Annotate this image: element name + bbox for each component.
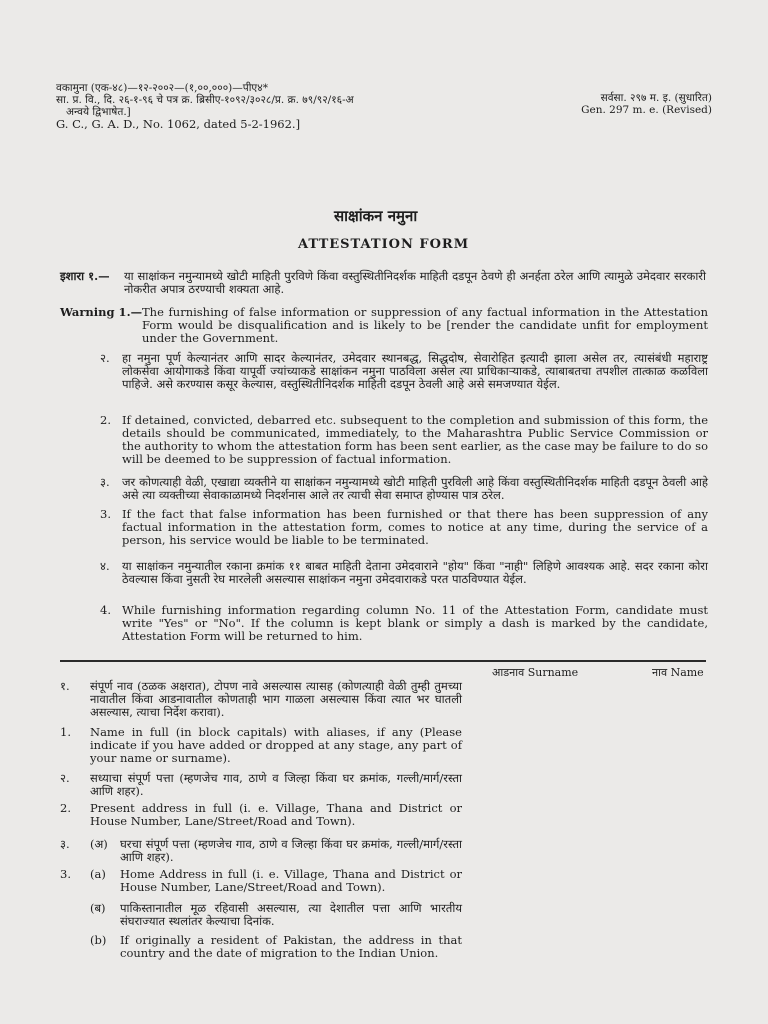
item-num: ३. bbox=[60, 837, 70, 851]
warning-text: While furnishing information regarding column No. 11 of the Attestation Form, candidate must write "Yes" or "No". If the column is kept blank or simply a dash is marked by the candidate, Attestation Form will be returned to him. bbox=[122, 603, 708, 643]
header-left-line1: वकामुना (एक-४८)—१२-२००२—(१,००,०००)—पीए४* bbox=[56, 82, 268, 94]
warning-text: If detained, convicted, debarred etc. subsequent to the completion and submission of this form, the details should be communicated, immediately, to the Maharashtra Public Service Commission or the authority to whom the attestation form has been sent earlier, as the case may be failure to do so will be deemed to be suppression of factual information. bbox=[122, 413, 708, 466]
header-left-line4: G. C., G. A. D., No. 1062, dated 5-2-1962.] bbox=[56, 117, 301, 131]
item-text: पाकिस्तानातील मूळ रहिवासी असल्यास, त्या देशातील पत्ता आणि भारतीय संघराज्यात स्थलांतर केल्याचा दिनांक. bbox=[120, 901, 462, 928]
item-text: Home Address in full (i. e. Village, Thana and District or House Number, Lane/Street/Road and Town). bbox=[120, 867, 462, 894]
item-sub: (ब) bbox=[90, 901, 106, 915]
warning-num: 3. bbox=[100, 507, 111, 521]
item-text: संपूर्ण नाव (ठळक अक्षरात), टोपण नावे असल्यास त्यासह (कोणत्याही वेळी तुम्ही तुमच्या नावातील किंवा आडनावातील कोणताही भाग गाळला असल्यास किंवा त्यात भर घातली असल्यास, त्याचा निर्देश करावा). bbox=[90, 679, 462, 719]
item-num: १. bbox=[60, 679, 70, 693]
header-left bbox=[56, 82, 476, 130]
warning-num: २. bbox=[100, 351, 110, 365]
warning-text: The furnishing of false information or suppression of any factual information in the Attestation Form would be disqualification and is likely to be [render the candidate unfit for employment under the Government. bbox=[142, 305, 708, 345]
warning-num: ३. bbox=[100, 475, 110, 489]
item-sub: (a) bbox=[90, 867, 106, 881]
header-right bbox=[520, 92, 712, 116]
item-text: घरचा संपूर्ण पत्ता (म्हणजेच गाव, ठाणे व जिल्हा किंवा घर क्रमांक, गल्ली/मार्ग/रस्ता आणि शहर). bbox=[120, 837, 462, 864]
warning-num: Warning 1.— bbox=[60, 305, 143, 319]
column-surname: आडनाव Surname bbox=[492, 666, 579, 679]
header-right-line1: सर्वसा. २९७ म. इ. (सुधारित) bbox=[600, 92, 712, 104]
column-name: नाव Name bbox=[652, 666, 704, 679]
item-text: Present address in full (i. e. Village, Thana and District or House Number, Lane/Street/Road and Town). bbox=[90, 801, 462, 828]
header-right-line2: Gen. 297 m. e. (Revised) bbox=[581, 104, 712, 116]
title-english: ATTESTATION FORM bbox=[298, 237, 470, 252]
warning-num: 2. bbox=[100, 413, 111, 427]
item-num: 1. bbox=[60, 725, 71, 739]
title-marathi: साक्षांकन नमुना bbox=[334, 207, 418, 225]
item-num: 2. bbox=[60, 801, 71, 815]
warning-num: ४. bbox=[100, 559, 110, 573]
item-text: If originally a resident of Pakistan, the address in that country and the date of migration to the Indian Union. bbox=[120, 933, 462, 960]
header-left-line2: सा. प्र. वि., दि. २६-१-९६ चे पत्र क्र. ब्रिसीए-१०९२/३०२८/प्र. क्र. ७९/९२/१६-अ bbox=[56, 94, 354, 106]
header-left-line3: अन्वये द्विभाषेत.] bbox=[66, 106, 131, 118]
item-num: 3. bbox=[60, 867, 71, 881]
warning-num: इशारा १.— bbox=[60, 269, 110, 283]
item-num: २. bbox=[60, 771, 70, 785]
warning-text: हा नमुना पूर्ण केल्यानंतर आणि सादर केल्यानंतर, उमेदवार स्थानबद्ध, सिद्धदोष, सेवारोहित इत्यादी झाला असेल तर, त्यासंबंधी महाराष्ट्र लोकसेवा आयोगाकडे किंवा यापूर्वी ज्यांच्याकडे साक्षांकन नमुना पाठविला असेल त्या प्राधिकाऱ्याकडे, त्याबाबतचा तपशील तात्काळ कळविला पाहिजे. असे करण्यास कसूर केल्यास, वस्तुस्थितीनिदर्शक माहिती दडपून ठेवली आहे असे समजण्यात येईल. bbox=[122, 351, 708, 391]
item-sub: (b) bbox=[90, 933, 107, 947]
section-divider bbox=[60, 660, 706, 662]
warning-num: 4. bbox=[100, 603, 111, 617]
item-text: Name in full (in block capitals) with aliases, if any (Please indicate if you have added or dropped at any stage, any part of your name or surname). bbox=[90, 725, 462, 765]
item-text: सध्याचा संपूर्ण पत्ता (म्हणजेच गाव, ठाणे व जिल्हा किंवा घर क्रमांक, गल्ली/मार्ग/रस्ता आणि शहर). bbox=[90, 771, 462, 798]
warning-text: जर कोणत्याही वेळी, एखाद्या व्यक्तीने या साक्षांकन नमुन्यामध्ये खोटी माहिती पुरविली आहे किंवा वस्तुस्थितीनिदर्शक माहिती दडपून ठेवली आहे असे त्या व्यक्तीच्या सेवाकाळामध्ये निदर्शनास आले तर त्याची सेवा समाप्त होण्यास पात्र ठरेल. bbox=[122, 475, 708, 502]
item-sub: (अ) bbox=[90, 837, 108, 851]
warning-text: If the fact that false information has been furnished or that there has been suppression of any factual information in the attestation form, comes to notice at any time, during the service of a person, his service would be liable to be terminated. bbox=[122, 507, 708, 547]
warning-text: या साक्षांकन नमुन्यातील रकाना क्रमांक ११ बाबत माहिती देताना उमेदवाराने "होय" किंवा "नाही" लिहिणे आवश्यक आहे. सदर रकाना कोरा ठेवल्यास किंवा नुसती रेघ मारलेली असल्यास साक्षांकन नमुना उमेदवाराकडे परत पाठविण्यात येईल. bbox=[122, 559, 708, 586]
warning-text: या साक्षांकन नमुन्यामध्ये खोटी माहिती पुरविणे किंवा वस्तुस्थितीनिदर्शक माहिती दडपून ठेवणे ही अनर्हता ठरेल आणि त्यामुळे उमेदवार सरकारी नोकरीत अपात्र ठरण्याची शक्यता आहे. bbox=[124, 269, 706, 296]
